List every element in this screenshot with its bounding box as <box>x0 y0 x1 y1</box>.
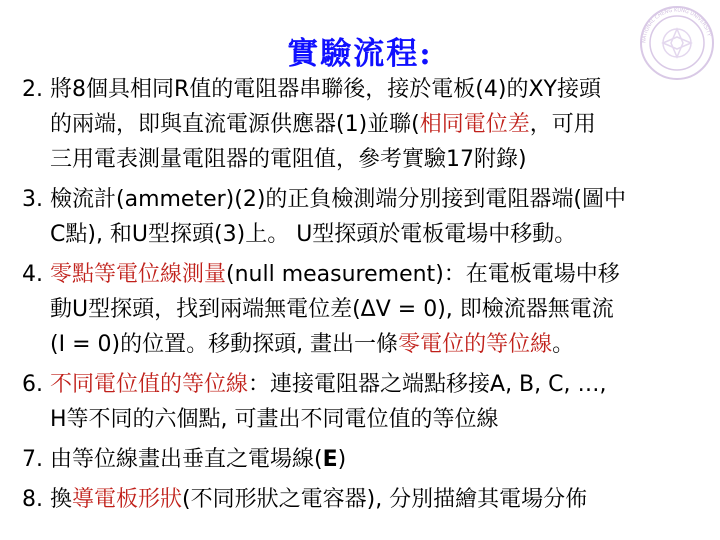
step-number: 2. <box>22 77 43 102</box>
step-6 <box>22 367 712 437</box>
step-line: 4. 零點等電位線測量(null measurement)：在電板電場中移 <box>22 257 712 292</box>
step-line: 7. 由等位線畫出垂直之電場線(E) <box>22 442 712 477</box>
step-4 <box>22 257 712 362</box>
university-seal-logo <box>638 4 716 82</box>
step-8 <box>22 482 712 517</box>
step-line: H等不同的六個點, 可畫出不同電位值的等位線 <box>50 407 499 432</box>
step-number: 4. <box>22 262 43 287</box>
step-line: 8. 換導電板形狀(不同形狀之電容器), 分別描繪其電場分佈 <box>22 482 712 517</box>
step-line: 三用電表測量電阻器的電阻值，參考實驗17附錄) <box>50 147 527 172</box>
highlight-text: 零電位的等位線 <box>398 332 553 357</box>
step-line: 3. 檢流計(ammeter)(2)的正負檢測端分別接到電阻器端(圖中 <box>22 182 712 217</box>
step-line: 2. 將8個具相同R值的電阻器串聯後，接於電板(4)的XY接頭 <box>22 72 712 107</box>
page-title: 實驗流程: <box>287 36 433 72</box>
step-line: 6. 不同電位值的等位線：連接電阻器之端點移接A, B, C, …, <box>22 367 712 402</box>
step-number: 7. <box>22 447 43 472</box>
step-7 <box>22 442 712 477</box>
step-line: 的兩端，即與直流電源供應器(1)並聯(相同電位差，可用 <box>50 112 596 137</box>
step-number: 8. <box>22 487 43 512</box>
step-line: 動U型探頭，找到兩端無電位差(ΔV = 0), 即檢流器無電流 <box>50 297 614 322</box>
field-symbol-e: E <box>322 447 338 472</box>
highlight-text: 零點等電位線測量 <box>50 262 227 287</box>
highlight-text: 導電板形狀 <box>72 487 183 512</box>
step-line: C點), 和U型探頭(3)上。 U型探頭於電板電場中移動。 <box>50 222 577 247</box>
seal-text: NATIONAL CHENG KUNG UNIVERSITY <box>641 7 712 44</box>
step-number: 6. <box>22 372 43 397</box>
step-number: 3. <box>22 187 43 212</box>
highlight-text: 相同電位差 <box>419 112 530 137</box>
step-line: (I = 0)的位置。移動探頭, 畫出一條零電位的等位線。 <box>50 332 575 357</box>
step-3 <box>22 182 712 252</box>
highlight-text: 不同電位值的等位線 <box>50 372 249 397</box>
step-2 <box>22 72 712 177</box>
